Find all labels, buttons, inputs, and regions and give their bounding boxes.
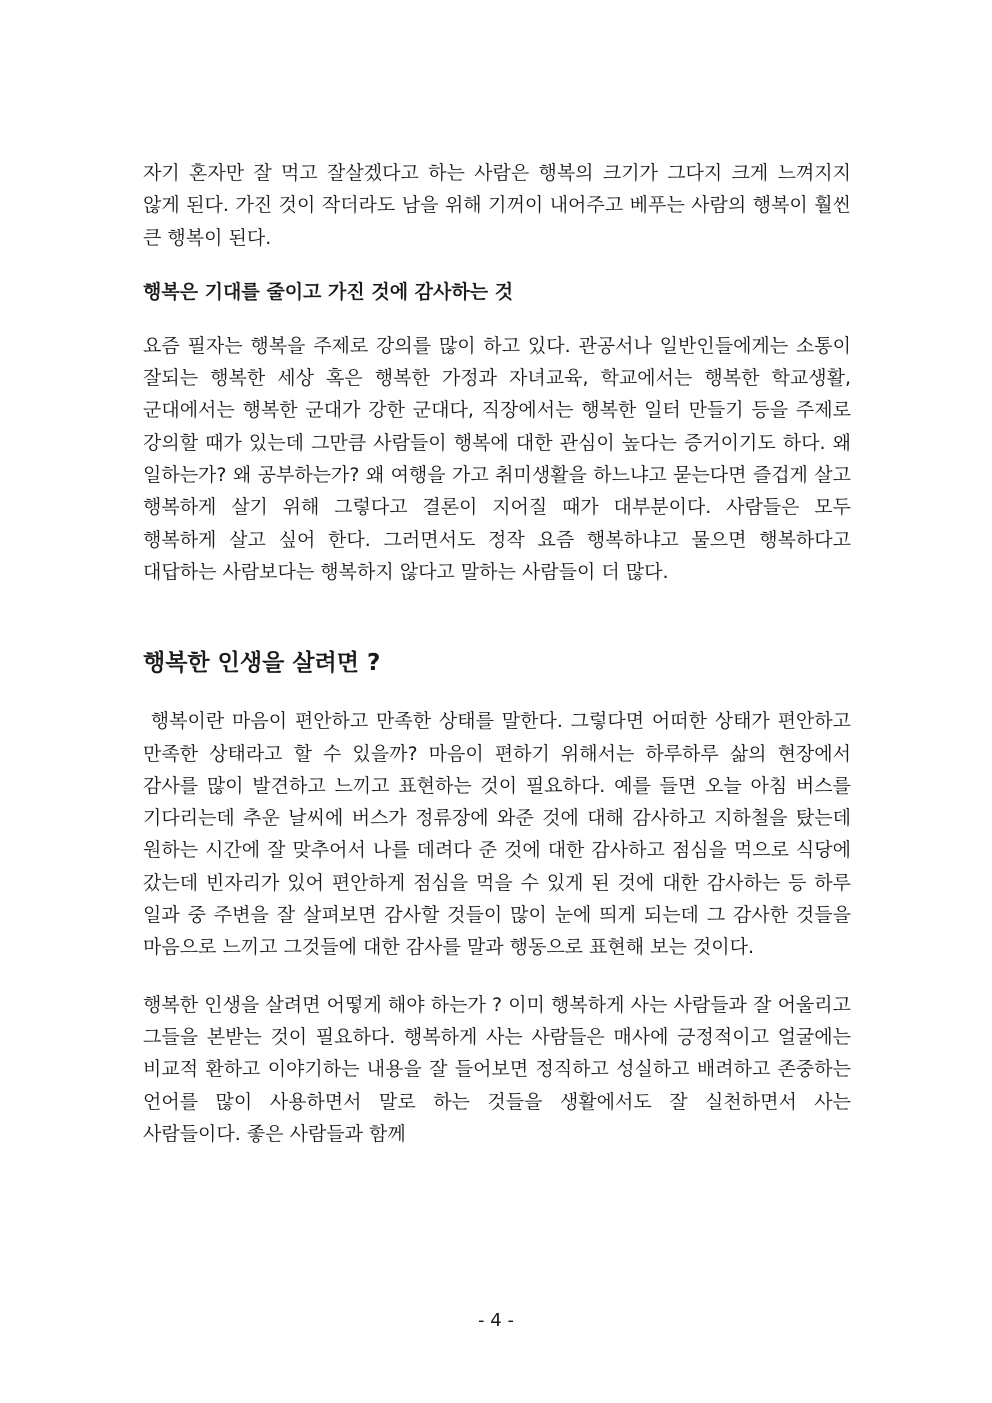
paragraph: 요즘 필자는 행복을 주제로 강의를 많이 하고 있다. 관공서나 일반인들에게는 소통이 잘되는 행복한 세상 혹은 행복한 가정과 자녀교육, 학교에서는 행복한 학교생활, 군대에서는 행복한 군대가 강한 군대다, 직장에서는 행복한 일터 만들기 등을 주제로 강의할 때가 있는데 그만큼 사람들이 행복에 대한 관심이 높다는 증거이기도 하다. 왜 일하는가? 왜 공부하는가? 왜 여행을 가고 취미생활을 하느냐고 묻는다면 즐겁게 살고 행복하게 살기 위해 그렇다고 결론이 지어질 때가 대부분이다. 사람들은 모두 행복하게 살고 싶어 한다. 그러면서도 정작 요즘 행복하냐고 물으면 행복하다고 대답하는 사람보다는 행복하지 않다고 말하는 사람들이 더 많다. [143, 334, 851, 583]
document-body [143, 157, 851, 1150]
paragraph: 행복한 인생을 살려면 어떻게 해야 하는가 ? 이미 행복하게 사는 사람들과 잘 어울리고 그들을 본받는 것이 필요하다. 행복하게 사는 사람들은 매사에 긍정적이고 얼굴에는 비교적 환하고 이야기하는 내용을 잘 들어보면 정직하고 성실하고 배려하고 존중하는 언어를 많이 사용하면서 말로 하는 것들을 생활에서도 잘 실천하면서 사는 사람들이다. 좋은 사람들과 함께 [143, 993, 851, 1145]
paragraph: 자기 혼자만 잘 먹고 잘살겠다고 하는 사람은 행복의 크기가 그다지 크게 느껴지지 않게 된다. 가진 것이 작더라도 남을 위해 기꺼이 내어주고 베푸는 사람의 행복이 훨씬 큰 행복이 된다. [143, 162, 851, 249]
page-number: - 4 - [478, 1310, 514, 1331]
section-subheading: 행복은 기대를 줄이고 가진 것에 감사하는 것 [143, 280, 514, 303]
paragraph: 행복이란 마음이 편안하고 만족한 상태를 말한다. 그렇다면 어떠한 상태가 편안하고 만족한 상태라고 할 수 있을까? 마음이 편하기 위해서는 하루하루 삶의 현장에서 감사를 많이 발견하고 느끼고 표현하는 것이 필요하다. 예를 들면 오늘 아침 버스를 기다리는데 추운 날씨에 버스가 정류장에 와준 것에 대해 감사하고 지하철을 탔는데 원하는 시간에 잘 맞추어서 나를 데려다 준 것에 대한 감사하고 점심을 먹으로 식당에 갔는데 빈자리가 있어 편안하게 점심을 먹을 수 있게 된 것에 대한 감사하는 등 하루 일과 중 주변을 잘 살펴보면 감사할 것들이 많이 눈에 띄게 되는데 그 감사한 것들을 마음으로 느끼고 그것들에 대한 감사를 말과 행동으로 표현해 보는 것이다. [143, 710, 851, 959]
section-heading: 행복한 인생을 살려면 ? [143, 650, 381, 677]
